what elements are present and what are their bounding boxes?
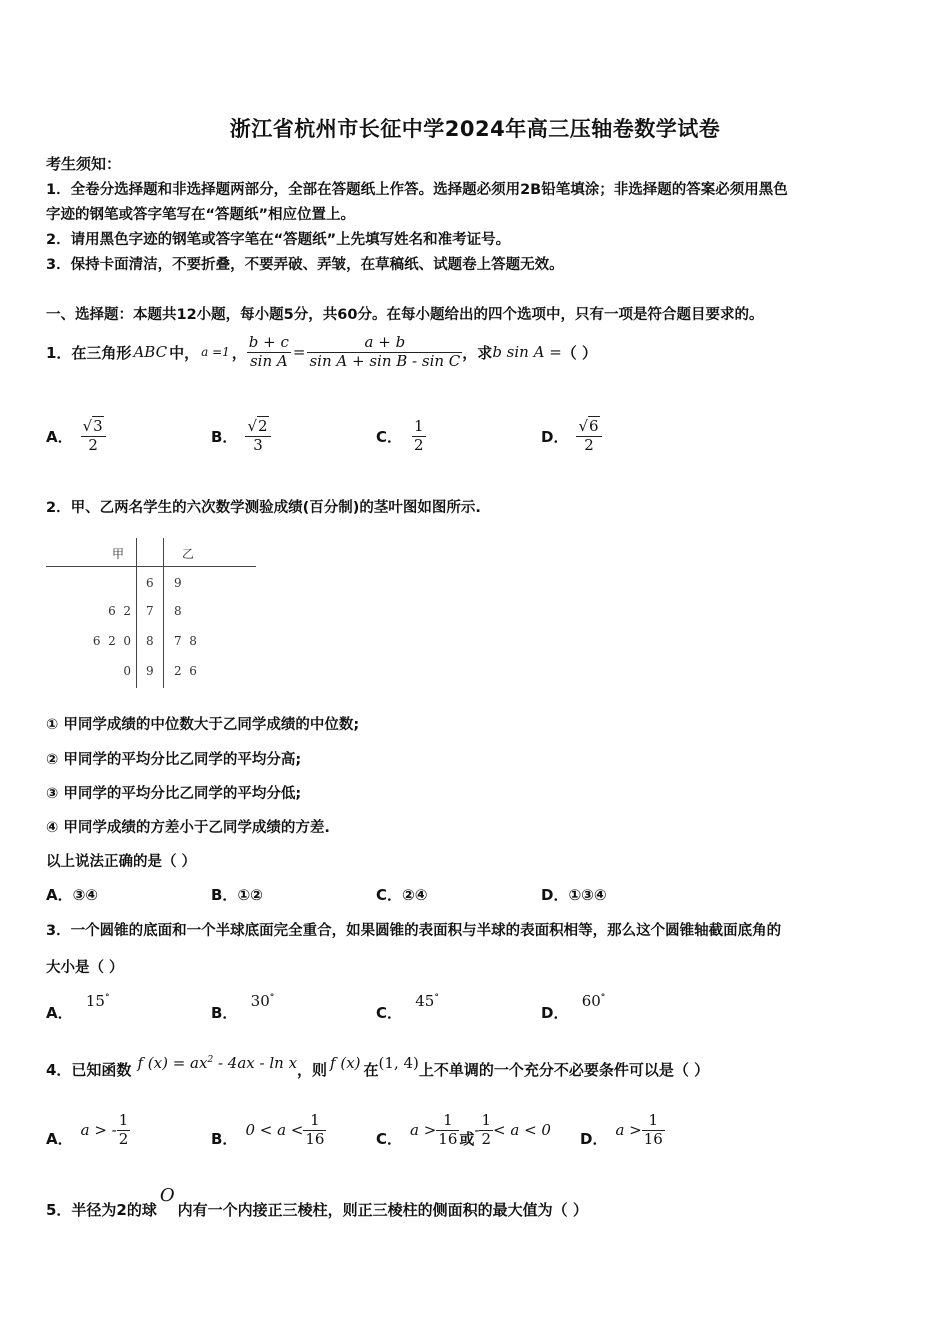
q4-c-neg: - [474,1121,480,1139]
plot-stem: 9 [146,664,154,678]
plot-right-leaves: 8 [174,604,182,618]
option-label: C． [376,1004,403,1022]
option-label: D． [541,1004,569,1022]
q4-mid: ，则 [297,1061,328,1079]
q4-c-fraction-2 [479,1112,493,1148]
question-3-line-2: 大小是（ ） [46,960,124,976]
plot-header-right: 乙 [182,547,195,561]
q1-lhs-den: sin A [249,351,288,370]
plot-horizontal-rule [46,566,256,567]
q2-option-a[interactable] [46,884,98,905]
degree-symbol: ° [600,993,606,1003]
q4-c-or: 或 [459,1129,475,1148]
option-label: A． [46,427,73,446]
option-text: ③④ [72,886,99,904]
notice-heading: 考生须知： [46,155,122,173]
q1-option-b[interactable] [211,412,271,460]
plot-right-leaves: 7 8 [174,634,197,648]
q1-prefix: 1．在三角形 [46,343,132,362]
option-text: ②④ [402,886,428,904]
option-value: 30 [250,992,270,1010]
stem-leaf-plot [46,538,258,688]
q1-d-radicand: 6 [589,417,599,436]
q1-option-d-fraction: $\frac{√6}{2}$ [576,418,601,454]
q2-statement-2: ② 甲同学的平均分比乙同学的平均分高; [46,752,302,768]
option-label: B． [211,1129,238,1148]
fraction-den: 2 [481,1129,492,1148]
option-label: D． [541,886,569,904]
q1-lhs-fraction [247,334,291,370]
plot-divider-right [163,538,164,688]
q4-prefix: 4．已知函数 [46,1061,132,1079]
q1-c-num: 1 [414,417,424,436]
q4-suffix: 上不单调的一个充分不必要条件可以是（ ） [418,1061,710,1079]
option-text: ①② [237,886,263,904]
q2-statement-3: ③ 甲同学的平均分比乙同学的平均分低; [46,786,302,802]
plot-stem: 6 [146,576,154,590]
question-2: 2．甲、乙两名学生的六次数学测验成绩(百分制)的茎叶图如图所示. [46,500,481,516]
option-label: C． [376,427,403,446]
q1-c-den: 2 [414,435,424,454]
q4-exponent: 2 [207,1055,214,1065]
fraction-den: 16 [438,1129,458,1148]
option-label: B． [211,427,238,446]
page-title: 浙江省杭州市长征中学2024年高三压轴卷数学试卷 [229,117,721,141]
option-label: A． [46,1129,73,1148]
option-value: 45 [415,992,435,1010]
fraction-den: 2 [118,1129,129,1148]
q4-fx: f (x) [330,1054,361,1072]
q1-triangle: ABC [133,343,168,361]
q1-a-den: 2 [88,435,98,454]
q4-a-pre: a > - [80,1121,117,1139]
degree-symbol: ° [434,993,439,1003]
plot-divider-left [136,538,137,688]
question-4 [46,1050,709,1080]
option-label: B． [211,886,238,904]
q1-ask-expr: b sin A = [492,343,562,361]
notice-item-1b: 字迹的钢笔或答字笔写在“答题纸”相应位置上。 [46,207,356,223]
plot-left-leaves: 6 2 0 [92,634,131,648]
q4-c-pre: a > [410,1121,437,1139]
q2-option-d[interactable] [541,884,607,905]
option-label: A． [46,886,73,904]
q2-option-c[interactable] [376,884,427,905]
q1-rhs-fraction [307,334,462,370]
q4-at: 在 [363,1061,379,1079]
q1-option-a[interactable] [46,412,106,460]
q1-option-c-fraction [412,418,426,454]
q1-a-radicand: 3 [93,417,103,436]
q1-b-radicand: 2 [258,417,268,436]
degree-symbol: ° [104,993,110,1003]
question-1 [46,327,597,377]
q3-option-c[interactable] [376,990,439,1022]
q1-option-a-fraction: $\frac{√3}{2}$ [81,418,106,454]
option-label: B． [211,1004,238,1022]
q1-paren: （ ） [561,343,598,362]
q2-ask: 以上说法正确的是（ ） [46,854,197,870]
option-label: A． [46,1004,73,1022]
q4-function-head: f (x) = ax [137,1054,208,1072]
plot-right-leaves: 9 [174,576,182,590]
section-heading: 一、选择题：本题共12小题，每小题5分，共60分。在每小题给出的四个选项中，只有一项是符合题目要求的。 [46,307,764,323]
q4-b-pre: 0 < a < [245,1121,304,1139]
q4-function [137,1054,297,1072]
degree-symbol: ° [269,993,275,1003]
option-label: C． [376,886,403,904]
fraction-num: 1 [303,1112,326,1130]
q4-interval: (1, 4) [378,1054,419,1072]
option-value: 15 [85,992,105,1010]
q4-b-fraction [303,1112,326,1148]
q1-rhs-den: sin A + sin B - sin C [309,351,461,370]
fraction-num: 1 [118,1111,129,1130]
option-label: C． [376,1129,403,1148]
q5-suffix: 内有一个内接正三棱柱，则正三棱柱的侧面积的最大值为（ ） [177,1201,588,1219]
q1-a-eq: a =1 [201,345,230,359]
fraction-num: 1 [481,1111,492,1130]
plot-left-leaves: 0 [123,664,131,678]
q1-d-den: 2 [584,435,594,454]
q4-d-fraction [642,1112,665,1148]
q1-option-b-fraction: $\frac{√2}{3}$ [245,418,270,454]
q4-option-c[interactable] [376,1106,551,1154]
q3-option-a[interactable] [46,990,109,1022]
plot-stem: 7 [146,604,154,618]
q2-option-b[interactable] [211,884,263,905]
option-text: ①③④ [568,886,607,904]
fraction-num: 1 [436,1112,459,1130]
plot-header-left: 甲 [112,547,125,561]
q1-lhs-num: b + c [248,333,289,352]
q2-statement-1: ① 甲同学成绩的中位数大于乙同学成绩的中位数; [46,717,360,733]
q5-sphere-o: O [159,1185,175,1206]
q4-function-tail: - 4ax - ln x [213,1054,298,1072]
q1-comma: ， [231,343,247,362]
q4-c-fraction-1 [436,1112,459,1148]
q3-option-b[interactable] [211,990,274,1022]
q1-option-d[interactable] [541,412,602,460]
q4-d-pre: a > [615,1121,642,1139]
q1-mid: 中， [169,343,200,362]
option-label: D． [580,1129,608,1148]
q3-option-d[interactable] [541,990,605,1022]
notice-item-1a: 1．全卷分选择题和非选择题两部分，全部在答题纸上作答。选择题必须用2B铅笔填涂；非选择题的答案必须用黑色 [46,182,788,198]
plot-stem: 8 [146,634,154,648]
q4-option-b[interactable] [211,1106,326,1154]
fraction-den: 16 [643,1129,663,1148]
q1-rhs-num: a + b [307,334,462,352]
q2-statement-4: ④ 甲同学成绩的方差小于乙同学成绩的方差. [46,820,330,836]
option-value: 60 [581,992,601,1010]
question-5 [46,1186,588,1220]
q1-b-den: 3 [253,435,263,454]
plot-right-leaves: 2 6 [174,664,197,678]
q1-eq: = [292,343,306,361]
fraction-den: 16 [305,1129,325,1148]
notice-item-3: 3．保持卡面清洁，不要折叠，不要弄破、弄皱，在草稿纸、试题卷上答题无效。 [46,257,564,273]
q1-ask-pre: ，求 [462,343,493,362]
q4-option-a[interactable] [46,1106,130,1154]
q4-option-d[interactable] [580,1106,665,1154]
option-label: D． [541,427,569,446]
q4-c-post: < a < 0 [493,1121,551,1139]
notice-item-2: 2．请用黑色字迹的钢笔或答字笔在“答题纸”上先填写姓名和准考证号。 [46,232,511,248]
q1-option-c[interactable] [376,412,426,460]
q5-prefix: 5．半径为2的球 [46,1201,157,1219]
q4-a-fraction [117,1112,131,1148]
fraction-num: 1 [642,1112,665,1130]
question-3-line-1: 3．一个圆锥的底面和一个半球底面完全重合，如果圆锥的表面积与半球的表面积相等，那么这个圆锥轴截面底角的 [46,923,782,939]
plot-left-leaves: 6 2 [108,604,131,618]
